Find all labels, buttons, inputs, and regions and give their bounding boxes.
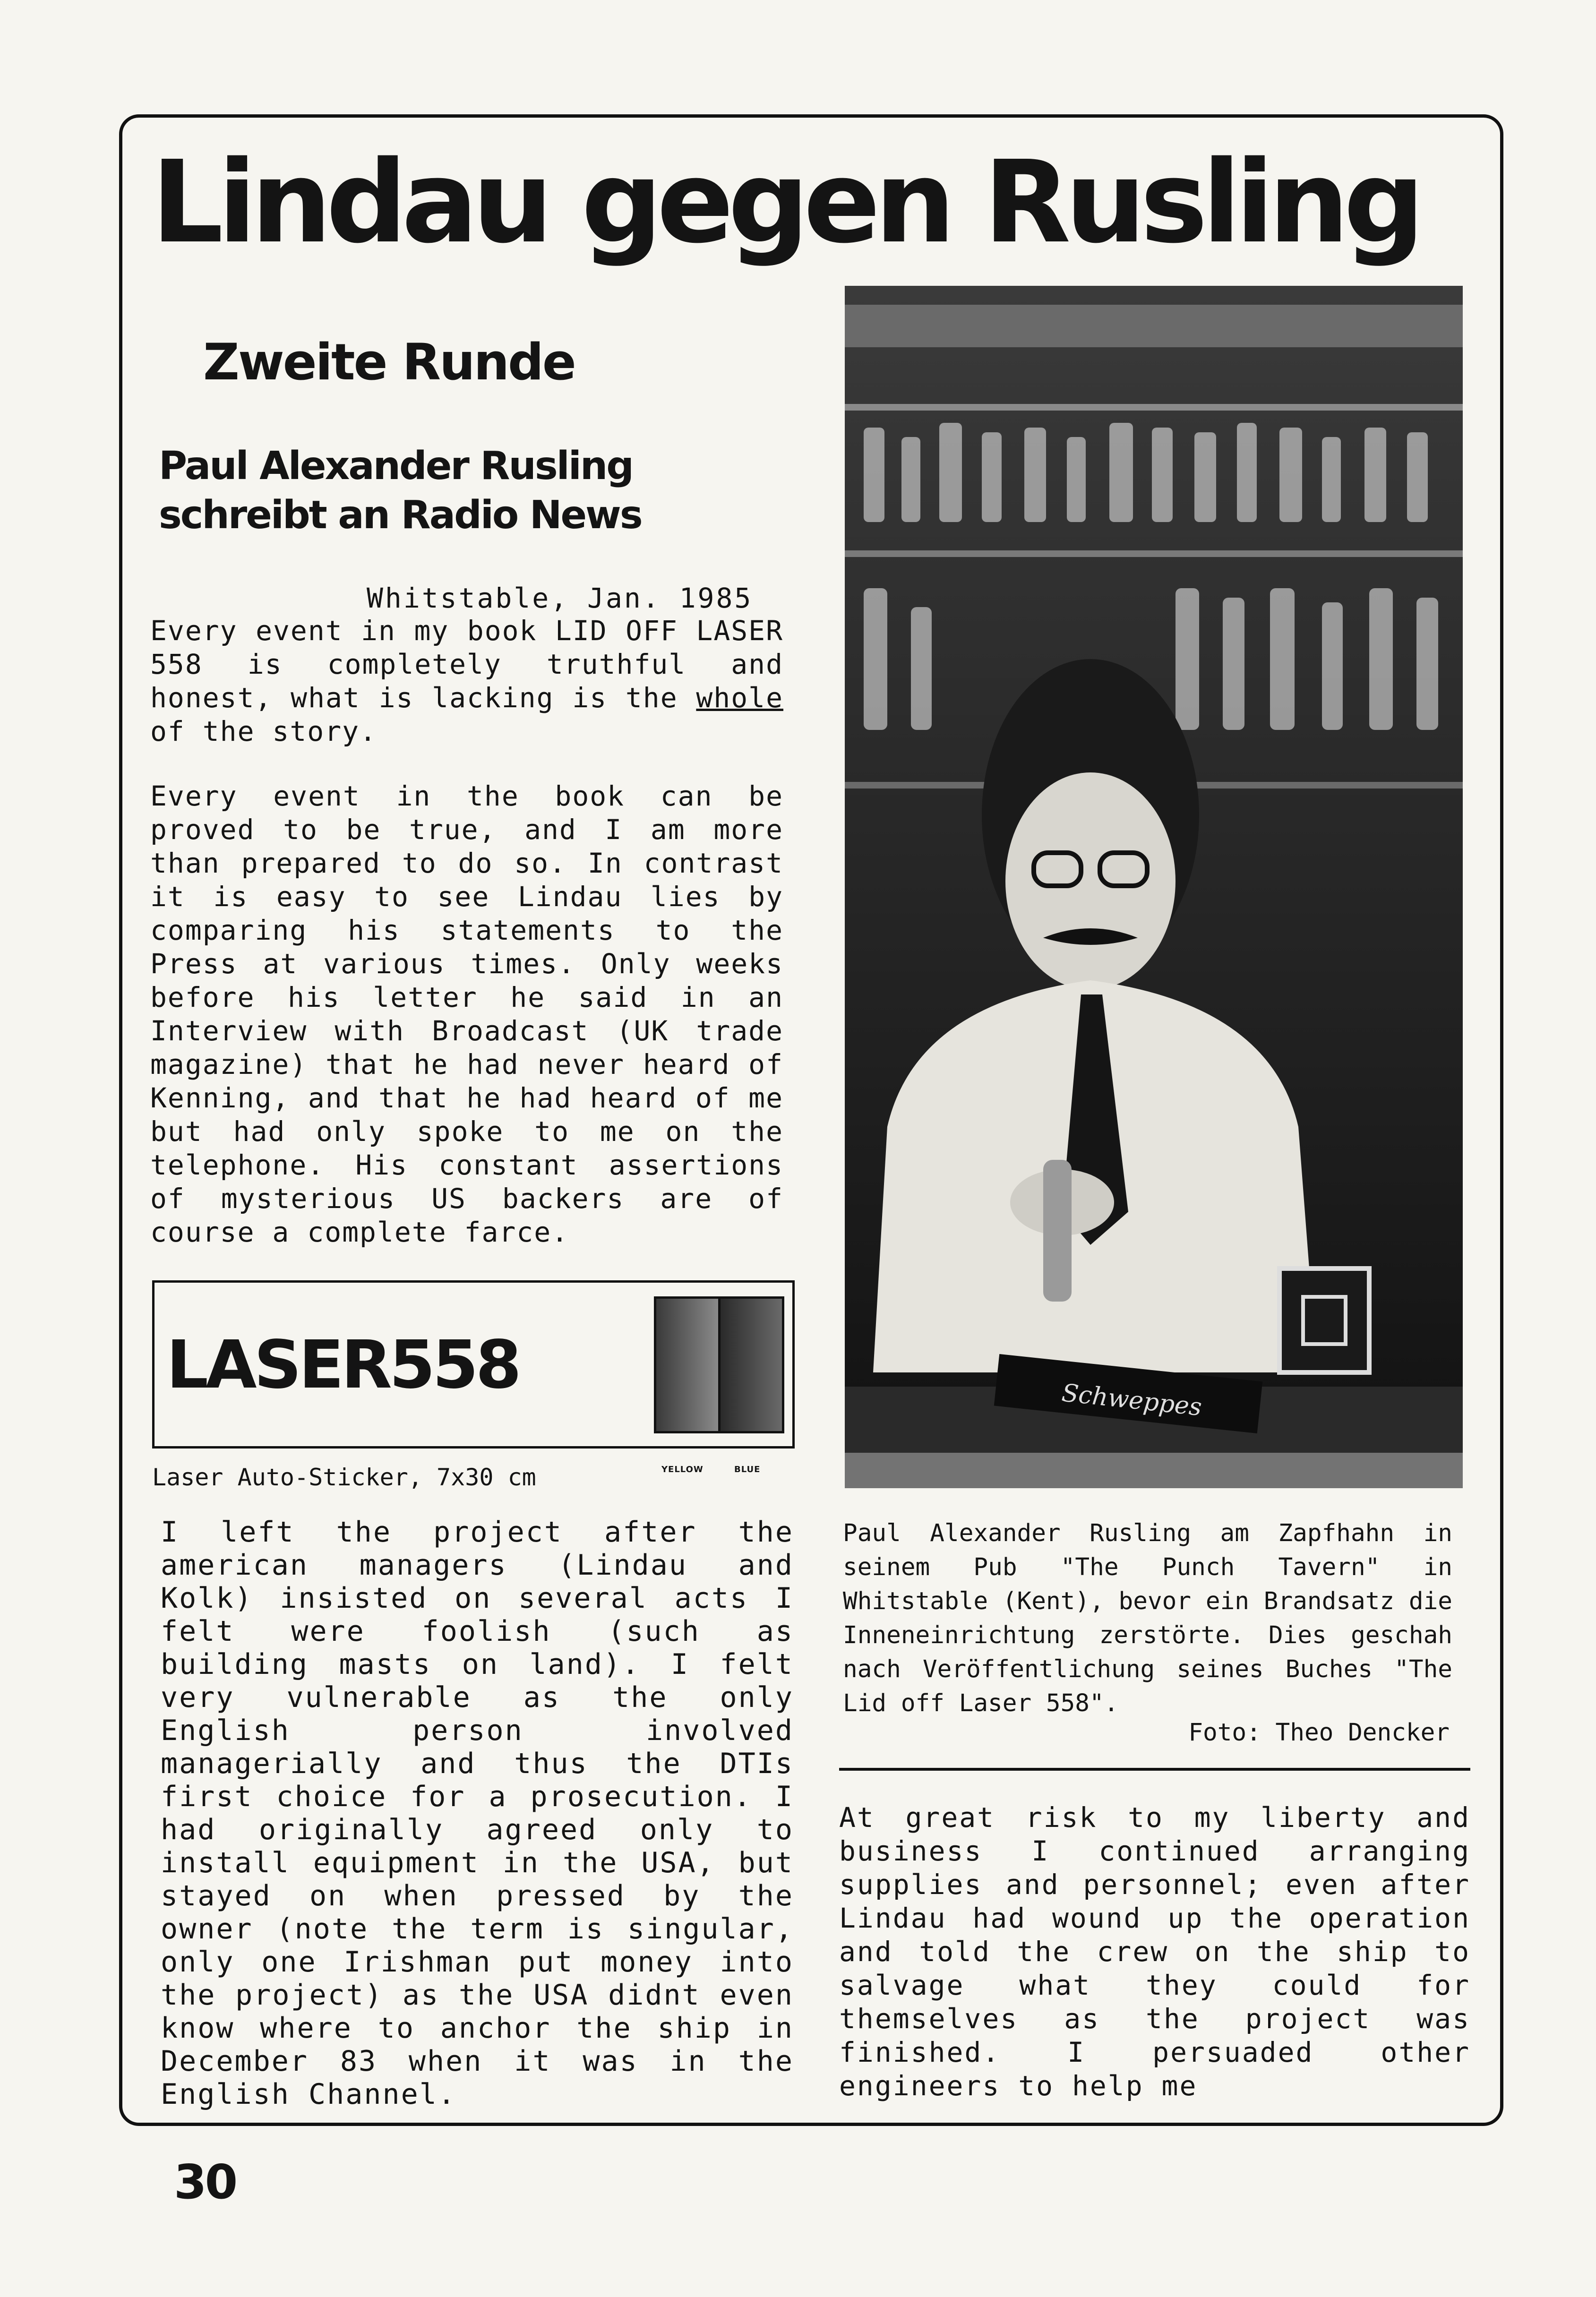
bartender-photo-illustration	[845, 286, 1463, 1488]
byline	[159, 442, 642, 540]
pub-photo	[845, 286, 1463, 1488]
swatch-label-blue: BLUE	[734, 1465, 761, 1474]
swatch-blue	[721, 1299, 782, 1431]
paragraph-1-underlined-word: whole	[696, 682, 783, 714]
paragraph-2: Every event in the book can be proved to be true, and I am more than prepared to do so. In contrast it is easy to see Lindau lies by comparing his statements to the Press at various times. Only weeks before his letter he said in an Interview with Broadcast (UK trade magazine) that he had never heard of Kenning, and that he had heard of me but had only spoke to me on the telephone. His constant assertions of mysterious US backers are of course a complete farce.	[150, 780, 783, 1248]
subheadline: Zweite Runde	[203, 333, 575, 391]
sticker-caption: Laser Auto-Sticker, 7x30 cm	[152, 1464, 536, 1491]
schweppes-sign: Schweppes	[1060, 1379, 1203, 1422]
swatch-label-yellow: YELLOW	[661, 1465, 704, 1474]
photo-credit: Foto: Theo Dencker	[1188, 1719, 1450, 1747]
paragraph-3: I left the project after the american managers (Lindau and Kolk) insisted on several acts I felt were foolish (such as building masts on land). I felt very vulnerable as the only English person involved managerially and thus the DTIs first choice for a prosecution. I had originally agreed only to install equipment in the USA, but stayed on when pressed by the owner (note the term is singular, only one Irishman put money into the project) as the USA didnt even know where to anchor the ship in December 83 when it was in the English Channel.	[161, 1516, 794, 2111]
paragraph-4: At great risk to my liberty and business I continued arranging supplies and personnel; even after Lindau had wound up the operation and told the crew on the ship to salvage what they could for themselves as the project was finished. I persuaded other engineers to help me	[839, 1801, 1470, 2102]
photo-caption: Paul Alexander Rusling am Zapfhahn in seinem Pub "The Punch Tavern" in Whitstable (Kent), bevor ein Brandsatz die Inneneinrichtung zerstörte. Dies geschah nach Veröffentlichung seines Buches "The Lid off Laser 558".	[843, 1519, 1452, 1717]
paragraph-1-text-a: Every event in my book LID OFF LASER 558 is completely truthful and honest, what is lacking is the	[150, 615, 783, 714]
swatch-yellow	[656, 1299, 721, 1431]
byline-line-1: Paul Alexander Rusling	[159, 444, 633, 489]
byline-line-2: schreibt an Radio News	[159, 493, 642, 538]
headline: Lindau gegen Rusling	[151, 136, 1419, 268]
paragraph-1-text-b: of the story.	[150, 715, 377, 747]
dateline: Whitstable, Jan. 1985	[367, 582, 753, 614]
sticker-color-swatch	[654, 1296, 784, 1433]
paragraph-1	[150, 614, 783, 748]
column-divider	[839, 1768, 1470, 1771]
laser558-logo: LASER558	[166, 1327, 519, 1404]
page-number: 30	[174, 2154, 236, 2210]
